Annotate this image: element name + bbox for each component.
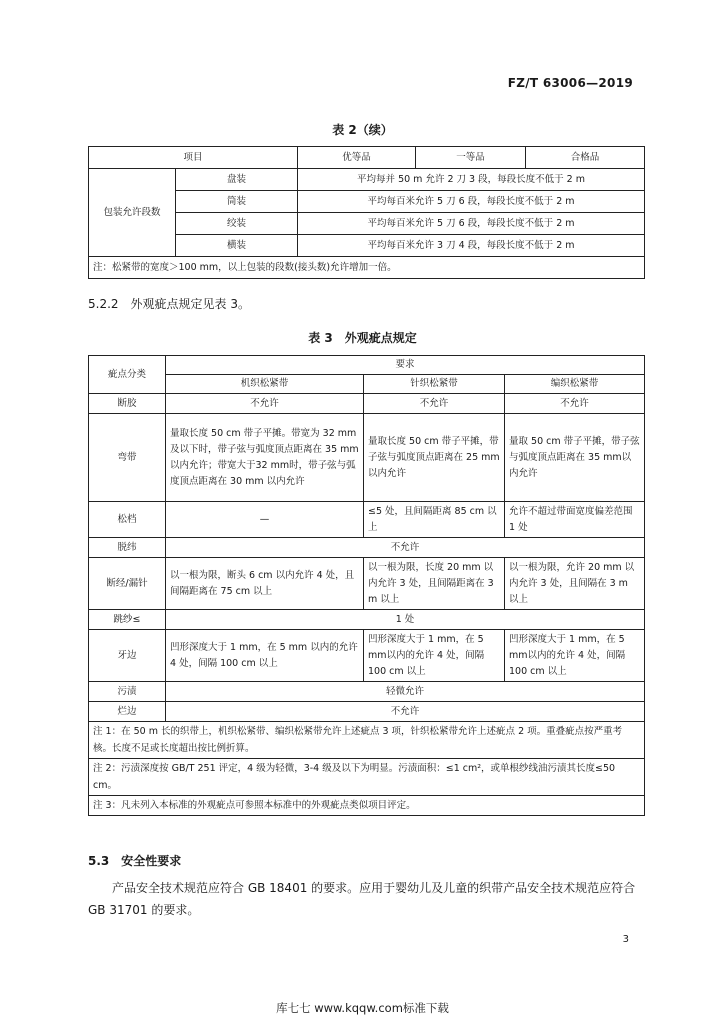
t2-group-label: 包装允许段数 xyxy=(89,169,176,257)
t3-header-braid: 编织松紧带 xyxy=(505,375,645,394)
t3-cell: 以一根为限，断头 6 cm 以内允许 4 处，且间隔距离在 75 cm 以上 xyxy=(166,558,364,610)
t3-cell: 1 处 xyxy=(166,610,645,630)
t3-note-1: 注 1：在 50 m 长的织带上，机织松紧带、编织松紧带允许上述疵点 3 项，针织松紧带允许上述疵点 2 项。重叠疵点按严重考核。长度不足或长度超出按比例折算。 xyxy=(89,722,645,759)
t2-header-qualified: 合格品 xyxy=(526,147,645,169)
t3-defect-name: 脱纬 xyxy=(89,538,166,558)
table3-caption: 表 3 外观疵点规定 xyxy=(308,331,417,345)
t3-cell: 轻微允许 xyxy=(166,682,645,702)
t2-note: 注：松紧带的宽度＞100 mm，以上包装的段数(接头数)允许增加一倍。 xyxy=(89,257,645,279)
t3-defect-name: 牙边 xyxy=(89,630,166,682)
t3-cell: 不允许 xyxy=(166,538,645,558)
section-5-3-title: 5.3 安全性要求 xyxy=(88,854,182,868)
footer-watermark: 库七七 www.kqqw.com标准下载 xyxy=(276,1001,449,1015)
t3-cell: 凹形深度大于 1 mm，在 5 mm 以内的允许 4 处，间隔 100 cm 以上 xyxy=(166,630,364,682)
t3-cell: 允许不超过带面宽度偏差范围 1 处 xyxy=(505,502,645,538)
standard-number: FZ/T 63006—2019 xyxy=(507,76,633,90)
t3-cell: 凹形深度大于 1 mm，在 5 mm以内的允许 4 处，间隔 100 cm 以上 xyxy=(505,630,645,682)
t3-note-3: 注 3：凡未列入本标准的外观疵点可参照本标准中的外观疵点类似项目评定。 xyxy=(89,796,645,816)
section-5-2-2: 5.2.2 外观疵点规定见表 3。 xyxy=(88,297,250,311)
t2-row-value: 平均每百米允许 5 刀 6 段，每段长度不低于 2 m xyxy=(298,213,645,235)
t3-cell: 量取长度 50 cm 带子平摊。带宽为 32 mm及以下时，带子弦与弧度顶点距离在 35 mm 以内允许；带宽大于32 mm时，带子弦与弧度顶点距离在 30 mm 以内允许 xyxy=(166,414,364,502)
t3-defect-name: 烂边 xyxy=(89,702,166,722)
t3-defect-name: 弯带 xyxy=(89,414,166,502)
t3-cell: 不允许 xyxy=(166,702,645,722)
t3-defect-name: 跳纱≤ xyxy=(89,610,166,630)
t2-row-item: 筒装 xyxy=(176,191,298,213)
t3-cell: 不允许 xyxy=(166,394,364,414)
t3-cell: 量取长度 50 cm 带子平摊，带子弦与弧度顶点距离在 25 mm 以内允许 xyxy=(364,414,505,502)
t3-cell: — xyxy=(166,502,364,538)
t2-header-premium: 优等品 xyxy=(298,147,416,169)
t2-row-item: 盘装 xyxy=(176,169,298,191)
t2-row-item: 横装 xyxy=(176,235,298,257)
table2-caption: 表 2（续） xyxy=(332,123,393,137)
t3-header-woven: 机织松紧带 xyxy=(166,375,364,394)
t3-header-requirement: 要求 xyxy=(166,356,645,375)
t2-header-first: 一等品 xyxy=(416,147,526,169)
t3-cell: ≤5 处，且间隔距离 85 cm 以上 xyxy=(364,502,505,538)
t3-defect-name: 断胶 xyxy=(89,394,166,414)
table2 xyxy=(88,146,645,279)
t3-defect-name: 松档 xyxy=(89,502,166,538)
t2-row-value: 平均每并 50 m 允许 2 刀 3 段，每段长度不低于 2 m xyxy=(298,169,645,191)
t3-cell: 以一根为限，长度 20 mm 以内允许 3 处，且间隔距离在 3 m 以上 xyxy=(364,558,505,610)
t3-cell: 以一根为限，允许 20 mm 以内允许 3 处，且间隔在 3 m 以上 xyxy=(505,558,645,610)
t3-cell: 不允许 xyxy=(364,394,505,414)
t3-header-knit: 针织松紧带 xyxy=(364,375,505,394)
page-number: 3 xyxy=(622,934,629,945)
t3-defect-name: 污渍 xyxy=(89,682,166,702)
t2-row-value: 平均每百米允许 5 刀 6 段，每段长度不低于 2 m xyxy=(298,191,645,213)
t2-header-item: 项目 xyxy=(89,147,298,169)
table3 xyxy=(88,355,645,816)
t3-cell: 量取 50 cm 带子平摊，带子弦与弧度顶点距离在 35 mm以内允许 xyxy=(505,414,645,502)
t2-row-value: 平均每百米允许 3 刀 4 段，每段长度不低于 2 m xyxy=(298,235,645,257)
t3-cell: 不允许 xyxy=(505,394,645,414)
t3-header-defect: 疵点分类 xyxy=(89,356,166,394)
t2-row-item: 绞装 xyxy=(176,213,298,235)
t3-note-2: 注 2：污渍深度按 GB/T 251 评定，4 级为轻微，3-4 级及以下为明显。污渍面积：≤1 cm²，或单根纱线油污渍其长度≤50 cm。 xyxy=(89,759,645,796)
t3-cell: 凹形深度大于 1 mm，在 5 mm以内的允许 4 处，间隔 100 cm 以上 xyxy=(364,630,505,682)
t3-defect-name: 断经/漏针 xyxy=(89,558,166,610)
section-5-3-body: 产品安全技术规范应符合 GB 18401 的要求。应用于婴幼儿及儿童的织带产品安全技术规范应符合 GB 31701 的要求。 xyxy=(88,881,636,917)
